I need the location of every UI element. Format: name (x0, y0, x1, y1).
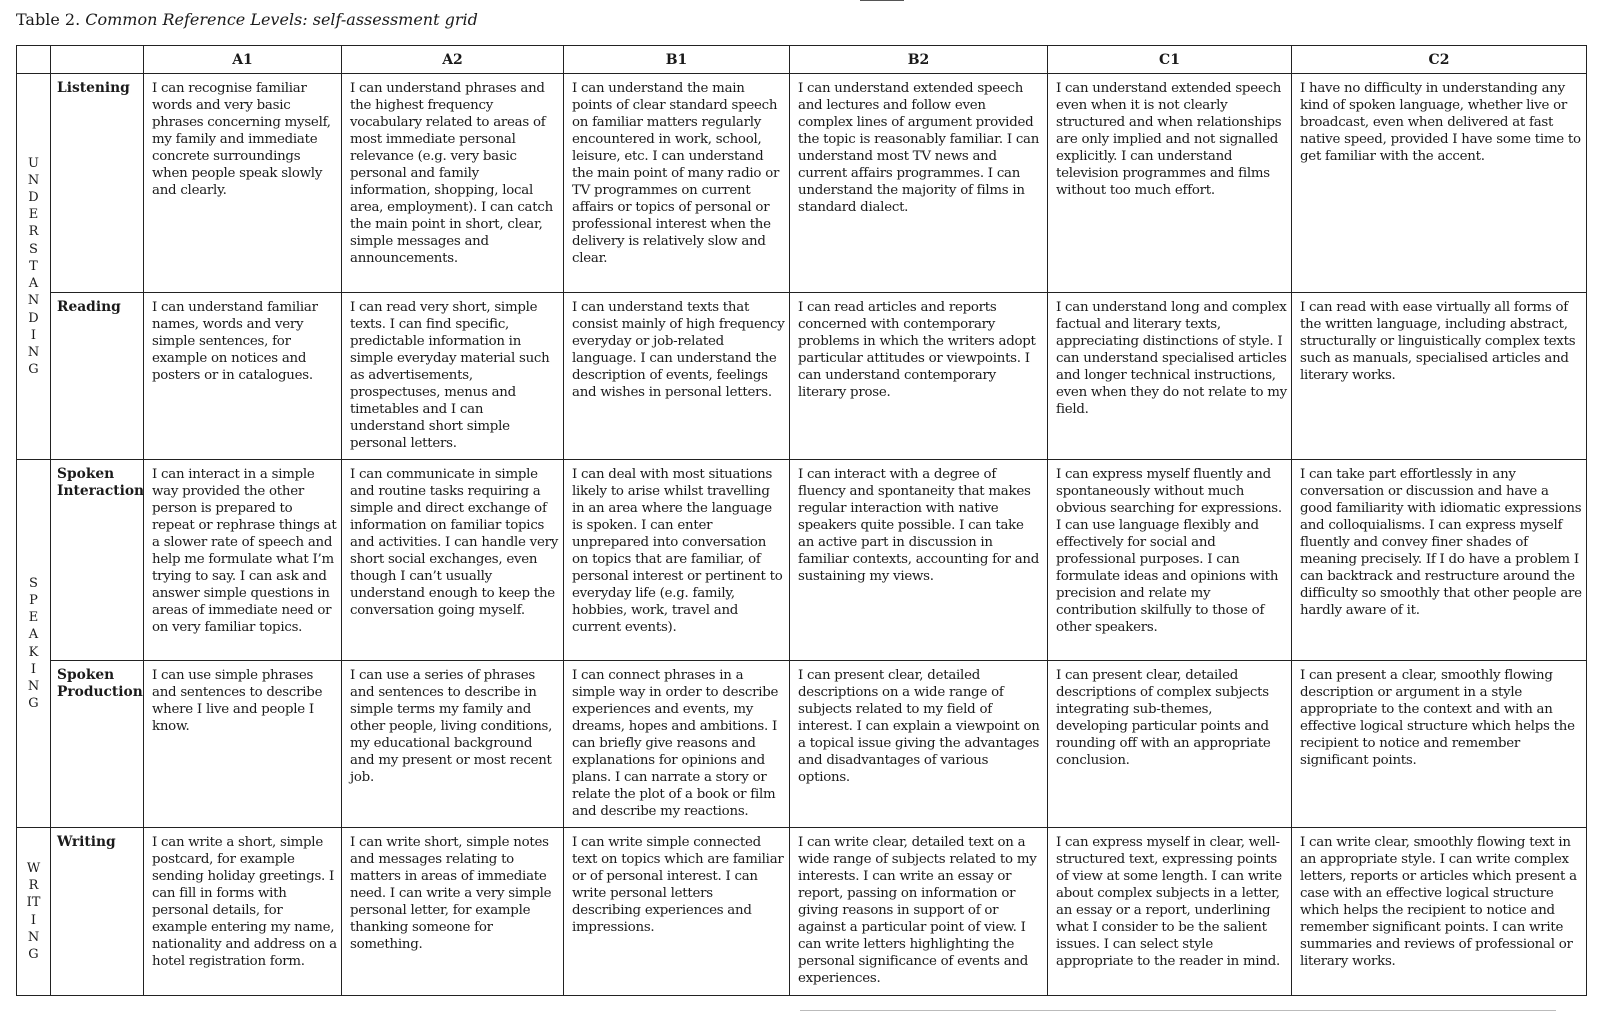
descriptor-cell: I can read with ease virtually all forms of the written language, including abstract, structurally or linguistically complex texts such as manuals, specialised articles and literary works. (1292, 293, 1587, 460)
corner-cell (17, 46, 51, 74)
level-header-c1: C1 (1048, 46, 1292, 74)
descriptor-cell: I can connect phrases in a simple way in order to describe experiences and events, my dreams, hopes and ambitions. I can briefly give reasons and explanations for opinions and plans. I can narrate a story or relate the plot of a book or film and describe my reactions. (564, 661, 790, 828)
descriptor-cell: I can take part effortlessly in any conversation or discussion and have a good familiarity with idiomatic expressions and colloquialisms. I can express myself fluently and convey finer shades of meaning precisely. If I do have a problem I can backtrack and restructure around the difficulty so smoothly that other people are hardly aware of it. (1292, 460, 1587, 661)
descriptor-cell: I can write clear, detailed text on a wide range of subjects related to my interests. I can write an essay or report, passing on information or giving reasons in support of or against a particular point of view. I can write letters highlighting the personal significance of events and experiences. (790, 828, 1048, 996)
table-title (16, 10, 478, 29)
level-header-b2: B2 (790, 46, 1048, 74)
descriptor-cell: I can understand extended speech even when it is not clearly structured and when relationships are only implied and not signalled explicitly. I can understand television programmes and films without too much effort. (1048, 74, 1292, 293)
descriptor-cell: I can recognise familiar words and very basic phrases concerning myself, my family and immediate concrete surroundings when people speak slowly and clearly. (144, 74, 342, 293)
level-header-c2: C2 (1292, 46, 1587, 74)
descriptor-cell: I can understand phrases and the highest frequency vocabulary related to areas of most immediate personal relevance (e.g. very basic personal and family information, shopping, local area, employment). I can catch the main point in short, clear, simple messages and announcements. (342, 74, 564, 293)
header-row (17, 46, 1587, 74)
skill-writing: Writing (51, 828, 144, 996)
descriptor-cell: I can understand extended speech and lectures and follow even complex lines of argument provided the topic is reasonably familiar. I can understand most TV news and current affairs programmes. I can understand the majority of films in standard dialect. (790, 74, 1048, 293)
table-row-reading (17, 293, 1587, 460)
descriptor-cell: I can read very short, simple texts. I can find specific, predictable information in simple everyday material such as advertisements, prospectuses, menus and timetables and I can understand short simple personal letters. (342, 293, 564, 460)
descriptor-cell: I can interact in a simple way provided the other person is prepared to repeat or rephrase things at a slower rate of speech and help me formulate what I’m trying to say. I can ask and answer simple questions in areas of immediate need or on very familiar topics. (144, 460, 342, 661)
descriptor-cell: I have no difficulty in understanding any kind of spoken language, whether live or broadcast, even when delivered at fast native speed, provided I have some time to get familiar with the accent. (1292, 74, 1587, 293)
descriptor-cell: I can understand the main points of clear standard speech on familiar matters regularly encountered in work, school, leisure, etc. I can understand the main point of many radio or TV programmes on current affairs or topics of personal or professional interest when the delivery is relatively slow and clear. (564, 74, 790, 293)
skill-listening: Listening (51, 74, 144, 293)
section-writing (17, 828, 51, 996)
table-caption: Common Reference Levels: self-assessment grid (85, 10, 478, 29)
descriptor-cell: I can read articles and reports concerned with contemporary problems in which the writers adopt particular attitudes or viewpoints. I can understand contemporary literary prose. (790, 293, 1048, 460)
descriptor-cell: I can interact with a degree of fluency and spontaneity that makes regular interaction with native speakers quite possible. I can take an active part in discussion in familiar contexts, accounting for and sustaining my views. (790, 460, 1048, 661)
self-assessment-grid (16, 45, 1587, 996)
level-header-b1: B1 (564, 46, 790, 74)
level-header-a1: A1 (144, 46, 342, 74)
descriptor-cell: I can present a clear, smoothly flowing description or argument in a style appropriate to the context and with an effective logical structure which helps the recipient to notice and remember significant points. (1292, 661, 1587, 828)
section-label: UNDERSTANDING (27, 155, 40, 378)
top-rule (860, 0, 904, 1)
skill-spoken-interaction: Spoken Interaction (51, 460, 144, 661)
descriptor-cell: I can express myself fluently and spontaneously without much obvious searching for expressions. I can use language flexibly and effectively for social and professional purposes. I can formulate ideas and opinions with precision and relate my contribution skilfully to those of other speakers. (1048, 460, 1292, 661)
descriptor-cell: I can write clear, smoothly flowing text in an appropriate style. I can write complex letters, reports or articles which present a case with an effective logical structure which helps the recipient to notice and remember significant points. I can write summaries and reviews of professional or literary works. (1292, 828, 1587, 996)
table-row-writing (17, 828, 1587, 996)
descriptor-cell: I can use simple phrases and sentences to describe where I live and people I know. (144, 661, 342, 828)
section-label: SPEAKING (27, 575, 40, 712)
table-number: Table 2. (16, 10, 81, 29)
descriptor-cell: I can present clear, detailed descriptions of complex subjects integrating sub-themes, developing particular points and rounding off with an appropriate conclusion. (1048, 661, 1292, 828)
descriptor-cell: I can understand familiar names, words and very simple sentences, for example on notices and posters or in catalogues. (144, 293, 342, 460)
section-speaking (17, 460, 51, 828)
descriptor-cell: I can communicate in simple and routine tasks requiring a simple and direct exchange of information on familiar topics and activities. I can handle very short social exchanges, even though I can’t usually understand enough to keep the conversation going myself. (342, 460, 564, 661)
skill-header-cell (51, 46, 144, 74)
descriptor-cell: I can use a series of phrases and sentences to describe in simple terms my family and other people, living conditions, my educational background and my present or most recent job. (342, 661, 564, 828)
skill-reading: Reading (51, 293, 144, 460)
descriptor-cell: I can write simple connected text on topics which are familiar or of personal interest. I can write personal letters describing experiences and impressions. (564, 828, 790, 996)
level-header-a2: A2 (342, 46, 564, 74)
section-label: WRITING (26, 860, 41, 962)
descriptor-cell: I can deal with most situations likely to arise whilst travelling in an area where the language is spoken. I can enter unprepared into conversation on topics that are familiar, of personal interest or pertinent to everyday life (e.g. family, hobbies, work, travel and current events). (564, 460, 790, 661)
descriptor-cell: I can write a short, simple postcard, for example sending holiday greetings. I can fill in forms with personal details, for example entering my name, nationality and address on a hotel registration form. (144, 828, 342, 996)
skill-spoken-production: Spoken Production (51, 661, 144, 828)
descriptor-cell: I can express myself in clear, well-structured text, expressing points of view at some length. I can write about complex subjects in a letter, an essay or a report, underlining what I consider to be the salient issues. I can select style appropriate to the reader in mind. (1048, 828, 1292, 996)
table-row-listening (17, 74, 1587, 293)
descriptor-cell: I can understand long and complex factual and literary texts, appreciating distinctions of style. I can understand specialised articles and longer technical instructions, even when they do not relate to my field. (1048, 293, 1292, 460)
bottom-rule (800, 1010, 1556, 1011)
descriptor-cell: I can present clear, detailed descriptions on a wide range of subjects related to my field of interest. I can explain a viewpoint on a topical issue giving the advantages and disadvantages of various options. (790, 661, 1048, 828)
table-row-spoken-production (17, 661, 1587, 828)
table-row-spoken-interaction (17, 460, 1587, 661)
descriptor-cell: I can understand texts that consist mainly of high frequency everyday or job-related language. I can understand the description of events, feelings and wishes in personal letters. (564, 293, 790, 460)
section-understanding (17, 74, 51, 460)
descriptor-cell: I can write short, simple notes and messages relating to matters in areas of immediate need. I can write a very simple personal letter, for example thanking someone for something. (342, 828, 564, 996)
